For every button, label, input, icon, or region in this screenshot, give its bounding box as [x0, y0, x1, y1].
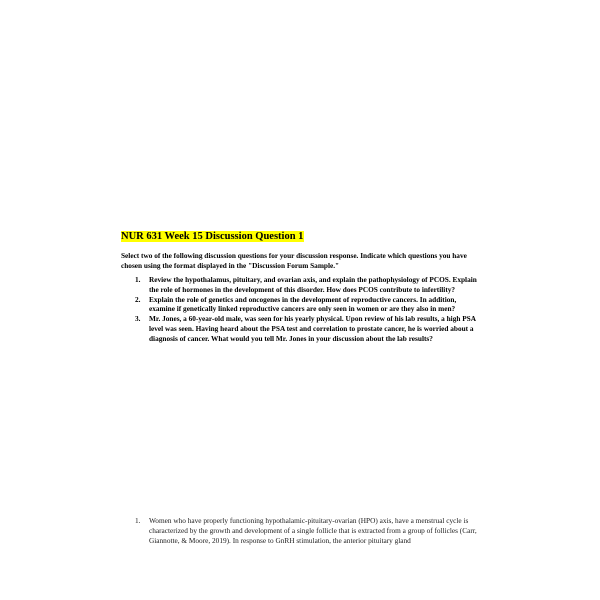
question-item: [121, 275, 483, 295]
question-text: Mr. Jones, a 60-year-old male, was seen for his yearly physical. Upon review of his lab results, a high PSA level was seen. Having heard about the PSA test and correlation to prostate cancer, he is worried about a diagnosis of cancer. What would you tell Mr. Jones in your discussion about the lab results?: [149, 314, 476, 343]
question-item: [121, 314, 483, 343]
answer-text: Women who have properly functioning hypothalamic-pituitary-ovarian (HPO) axis, have a menstrual cycle is characterized by the growth and development of a single follicle that is extracted from a group of follicles (Carr, Giannotte, & Moore, 2019). In response to GnRH stimulation, the anterior pituitary gland: [149, 516, 477, 545]
question-number: 1.: [135, 275, 141, 284]
answers-list: [121, 516, 483, 545]
question-item: [121, 295, 483, 315]
question-number: 2.: [135, 294, 141, 304]
instructions-paragraph: Select two of the following discussion questions for your discussion response. Indicate which questions you have chosen using the format displayed in the "Discussion Forum Sample.": [121, 251, 467, 270]
document-title: [121, 230, 304, 243]
highlighted-title-text: NUR 631 Week 15 Discussion Question 1: [121, 231, 304, 242]
answer-number: 1.: [135, 516, 141, 525]
question-text: Review the hypothalamus, pituitary, and ovarian axis, and explain the pathophysiology of PCOS. Explain the role of hormones in the development of this disorder. How does PCOS contribute to infertility?: [149, 275, 477, 294]
question-number: 3.: [135, 314, 141, 324]
answer-item: [121, 516, 483, 545]
questions-list: [121, 275, 483, 344]
question-text: Explain the role of genetics and oncogenes in the development of reproductive cancers. In addition, examine if genetically linked reproductive cancers are only seen in women or are they also in men?: [149, 294, 457, 314]
